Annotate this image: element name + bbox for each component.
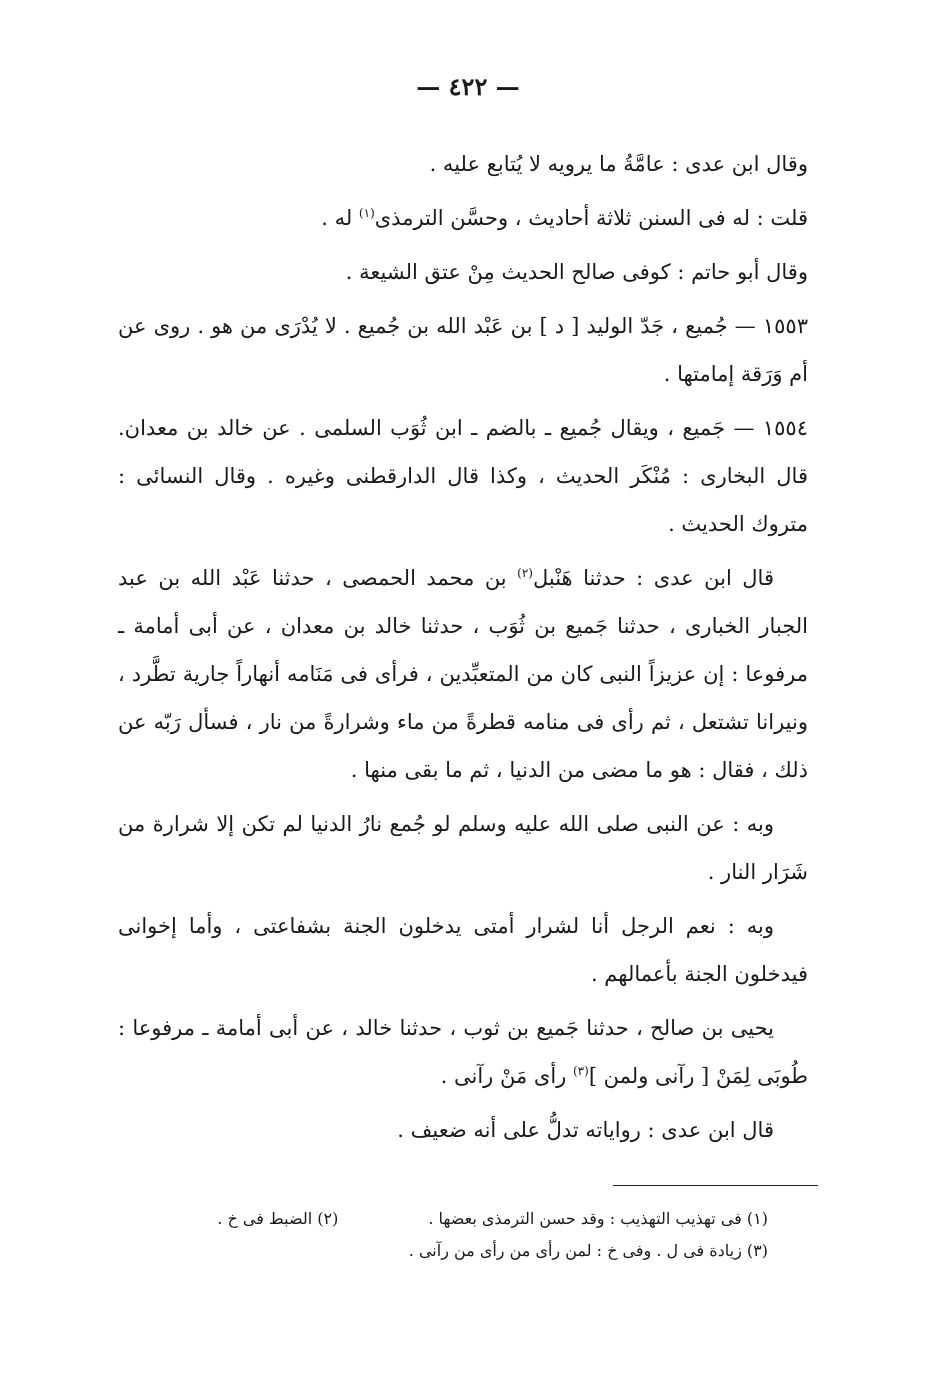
footnote-divider xyxy=(613,1185,818,1186)
main-text xyxy=(118,140,808,1160)
paragraph-9-tail: رأى مَنْ رآنى . xyxy=(440,1064,567,1088)
footnote-line-2 xyxy=(168,1235,768,1267)
page-number: — ٤٢٢ — xyxy=(416,72,520,101)
paragraph-final: قال ابن عدى : رواياته تدلُّ على أنه ضعيف . xyxy=(397,1118,774,1142)
entry-1553: ١٥٥٣ — جُميع ، جَدّ الوليد [ د ] بن عَبْد الله بن جُميع . لا يُدْرَى من هو . روى عن أم وَرَقة إمامتها . xyxy=(118,314,808,386)
footnote-1: (١) فى تهذيب التهذيب : وقد حسن الترمذى بعضها . xyxy=(428,1209,768,1228)
paragraph-ibn-adi-hadith xyxy=(118,554,808,794)
footnote-mark-2: (٢) xyxy=(517,566,533,580)
paragraph-2 xyxy=(118,194,808,242)
paragraph-wabihi-2: وبه : نعم الرجل أنا لشرار أمتى يدخلون الجنة بشفاعتى ، وأما إخوانى فيدخلون الجنة بأعمالهم . xyxy=(118,914,808,986)
paragraph-6-tail: بن محمد الحمصى ، حدثنا عَبْد الله بن عبد الجبار الخبارى ، حدثنا جَميع بن ثُوَب ، حدثنا خالد بن معدان ، عن أبى أمامة ـ مرفوعا : إن عزيزاً النبى كان من المتعبِّدين ، فرأى فى مَنَامه أنهاراً جارية تطَّرد ، ونيرانا تشتعل ، ثم رأى فى منامه قطرةً من ماء وشرارةً من نار ، فسأل رَبّه عن ذلك ، فقال : هو ما مضى من الدنيا ، ثم ما بقى منها . xyxy=(118,566,808,782)
paragraph-2-tail: له . xyxy=(321,206,353,230)
paragraph-1: وقال ابن عدى : عامَّةُ ما يرويه لا يُتابع عليه . xyxy=(429,152,808,176)
footnote-3: (٣) زيادة فى ل . وفى خ : لمن رأى من رأى من رآنى . xyxy=(408,1241,768,1260)
footnote-line-1 xyxy=(168,1203,768,1235)
paragraph-2-text: قلت : له فى السنن ثلاثة أحاديث ، وحسَّن الترمذى xyxy=(374,206,808,230)
footnotes xyxy=(168,1203,768,1267)
footnote-mark-3: (٣) xyxy=(572,1064,589,1078)
footnote-2: (٢) الضبط فى خ . xyxy=(217,1209,339,1228)
paragraph-wabihi-1: وبه : عن النبى صلى الله عليه وسلم لو جُمع نارُ الدنيا لم تكن إلا شرارة من شَرَار النار . xyxy=(118,812,808,884)
paragraph-yahya xyxy=(118,1004,808,1100)
paragraph-3: وقال أبو حاتم : كوفى صالح الحديث مِنْ عتق الشيعة . xyxy=(345,260,808,284)
paragraph-6-text: قال ابن عدى : حدثنا هَنْبل xyxy=(532,566,774,590)
footnote-mark-1: (١) xyxy=(358,206,375,220)
entry-1554: ١٥٥٤ — جَميع ، ويقال جُميع ـ بالضم ـ ابن ثُوَب السلمى . عن خالد بن معدان. قال البخارى : مُنْكَر الحديث ، وكذا قال الدارقطنى وغيره . وقال النسائى : متروك الحديث . xyxy=(118,416,808,536)
paragraph-9-text: يحيى بن صالح ، حدثنا جَميع بن ثوب ، حدثنا خالد ، عن أبى أمامة ـ مرفوعا : طُوبَى لِمَنْ [ رآنى ولمن ] xyxy=(118,1016,808,1088)
